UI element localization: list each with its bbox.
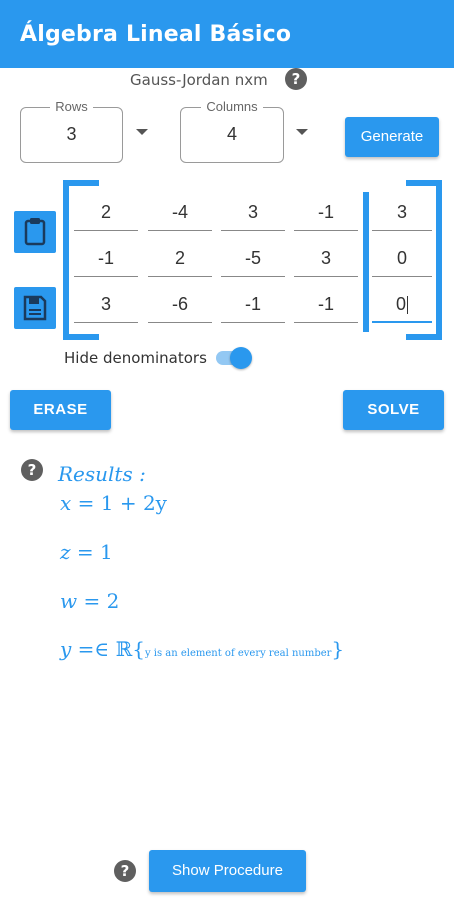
hide-denominators-label: Hide denominators — [64, 349, 207, 367]
constant-cell[interactable]: 0 — [372, 239, 432, 277]
rows-dropdown-icon[interactable] — [136, 129, 148, 135]
eq-note: y is an element of every real number — [144, 648, 332, 659]
eq-rhs: = 2 — [83, 589, 120, 613]
save-button[interactable] — [14, 287, 56, 329]
result-equation-x — [60, 491, 167, 515]
procedure-help-icon[interactable]: ? — [114, 860, 136, 882]
show-procedure-button[interactable]: Show Procedure — [149, 850, 306, 892]
constant-cell-value: 0 — [395, 294, 406, 314]
method-label: Gauss-Jordan nxm — [130, 71, 268, 89]
app-bar — [0, 0, 454, 68]
rows-legend: Rows — [50, 99, 93, 114]
eq-var: x — [60, 491, 72, 515]
matrix-cell[interactable]: 2 — [74, 193, 138, 231]
matrix-cell[interactable]: -4 — [148, 193, 212, 231]
result-equation-w — [60, 589, 119, 613]
matrix-cell[interactable]: 3 — [294, 239, 358, 277]
results-heading: Results : — [58, 462, 146, 486]
result-equation-y — [60, 637, 344, 661]
matrix-cell[interactable]: -1 — [294, 193, 358, 231]
generate-button[interactable]: Generate — [345, 117, 439, 157]
constant-cell[interactable]: 3 — [372, 193, 432, 231]
erase-button[interactable]: ERASE — [10, 390, 111, 430]
help-icon[interactable]: ? — [285, 68, 307, 90]
eq-close: } — [331, 637, 345, 661]
columns-dropdown-icon[interactable] — [296, 129, 308, 135]
columns-value: 4 — [226, 124, 237, 144]
matrix-cell[interactable]: 3 — [221, 193, 285, 231]
floppy-disk-icon — [14, 287, 56, 329]
eq-var: z — [60, 540, 71, 564]
eq-rhs: =∈ ℝ{ — [77, 637, 145, 661]
eq-var: y — [60, 637, 72, 661]
matrix-cell[interactable]: -6 — [148, 285, 212, 323]
results-help-icon[interactable]: ? — [21, 459, 43, 481]
rows-field[interactable] — [20, 99, 123, 163]
matrix-cell[interactable]: -5 — [221, 239, 285, 277]
eq-rhs: = 1 + 2y — [77, 491, 167, 515]
result-equation-z — [60, 540, 113, 564]
matrix-cell[interactable]: 2 — [148, 239, 212, 277]
eq-rhs: = 1 — [76, 540, 113, 564]
constant-cell-active[interactable] — [372, 285, 432, 323]
matrix-cell[interactable]: -1 — [294, 285, 358, 323]
matrix-cell[interactable]: 3 — [74, 285, 138, 323]
columns-field[interactable] — [180, 99, 284, 163]
solve-button[interactable]: SOLVE — [343, 390, 444, 430]
matrix-cell[interactable]: -1 — [221, 285, 285, 323]
paste-button[interactable] — [14, 211, 56, 253]
augmented-separator — [363, 192, 369, 332]
rows-value: 3 — [66, 124, 77, 144]
columns-legend: Columns — [201, 99, 262, 114]
text-cursor — [407, 296, 408, 314]
clipboard-icon — [14, 211, 56, 253]
eq-var: w — [60, 589, 78, 613]
toggle-knob[interactable] — [230, 347, 252, 369]
matrix-cell[interactable]: -1 — [74, 239, 138, 277]
app-title: Álgebra Lineal Básico — [20, 22, 292, 47]
